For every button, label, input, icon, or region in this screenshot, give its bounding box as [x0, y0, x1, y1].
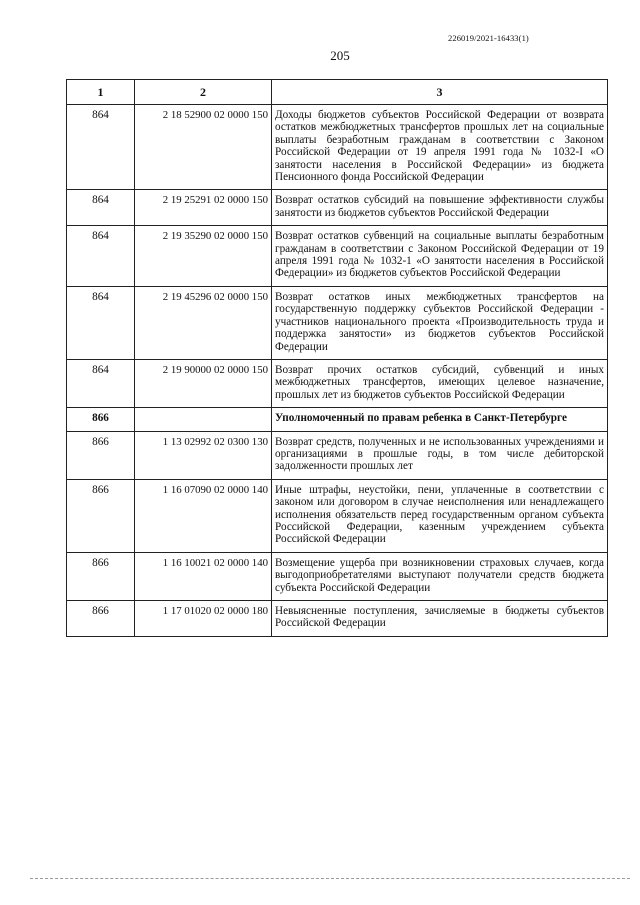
description-cell: Возврат прочих остатков субсидий, субвенций и иных межбюджетных трансфертов, имеющих целевое назначение, прошлых лет из бюджетов субъектов Российской Федерации [272, 359, 608, 407]
column-header-1: 1 [67, 80, 135, 105]
admin-code-cell: 864 [67, 359, 135, 407]
budget-code-cell: 1 16 07090 02 0000 140 [135, 479, 272, 552]
description-cell: Невыясненные поступления, зачисляемые в бюджеты субъектов Российской Федерации [272, 601, 608, 637]
admin-code-cell: 864 [67, 226, 135, 287]
description-cell: Иные штрафы, неустойки, пени, уплаченные в соответствии с законом или договором в случае неисполнения или ненадлежащего исполнения обязательств перед государственным органом субъекта Российской Федерации, казенным учреждением субъекта Российской Федерации [272, 479, 608, 552]
table-row [67, 226, 608, 287]
admin-code-cell: 864 [67, 190, 135, 226]
table-row [67, 286, 608, 359]
section-title-cell: Уполномоченный по правам ребенка в Санкт-Петербурге [272, 408, 608, 431]
admin-code-cell: 866 [67, 408, 135, 431]
table-row [67, 479, 608, 552]
budget-code-cell: 1 16 10021 02 0000 140 [135, 552, 272, 600]
budget-classification-table [66, 79, 608, 637]
description-cell: Возмещение ущерба при возникновении страховых случаев, когда выгодоприобретателями выступают получатели средств бюджета субъекта Российской Федерации [272, 552, 608, 600]
budget-code-cell [135, 408, 272, 431]
table-row [67, 552, 608, 600]
admin-code-cell: 864 [67, 105, 135, 190]
admin-code-cell: 864 [67, 286, 135, 359]
description-cell: Возврат остатков иных межбюджетных трансфертов на государственную поддержку субъектов Российской Федерации - участников национального проекта «Производительность труда и поддержка занятости» из бюджетов субъектов Российской Федерации [272, 286, 608, 359]
description-cell: Доходы бюджетов субъектов Российской Федерации от возврата остатков межбюджетных трансфертов прошлых лет на социальные выплаты безработным гражданам в соответствии с Законом Российской Федерации от 19 апреля 1991 года № 1032-I «О занятости населения в Российской Федерации» из бюджета Пенсионного фонда Российской Федерации [272, 105, 608, 190]
table-row [67, 431, 608, 479]
table-header-row [67, 80, 608, 105]
description-cell: Возврат остатков субсидий на повышение эффективности службы занятости из бюджетов субъектов Российской Федерации [272, 190, 608, 226]
section-header-row [67, 408, 608, 431]
budget-code-cell: 2 18 52900 02 0000 150 [135, 105, 272, 190]
page-bottom-divider [30, 878, 630, 879]
budget-code-cell: 2 19 45296 02 0000 150 [135, 286, 272, 359]
budget-code-cell: 1 17 01020 02 0000 180 [135, 601, 272, 637]
description-cell: Возврат остатков субвенций на социальные выплаты безработным гражданам в соответствии с Законом Российской Федерации от 19 апреля 1991 года № 1032-1 «О занятости населения в Российской Федерации» из бюджетов субъектов Российской Федерации [272, 226, 608, 287]
table-row [67, 190, 608, 226]
document-id: 226019/2021-16433(1) [448, 33, 529, 43]
budget-code-cell: 2 19 25291 02 0000 150 [135, 190, 272, 226]
budget-code-cell: 2 19 90000 02 0000 150 [135, 359, 272, 407]
budget-code-cell: 1 13 02992 02 0300 130 [135, 431, 272, 479]
admin-code-cell: 866 [67, 431, 135, 479]
admin-code-cell: 866 [67, 601, 135, 637]
admin-code-cell: 866 [67, 552, 135, 600]
table-row [67, 105, 608, 190]
page-number: 205 [330, 48, 350, 63]
table-row [67, 601, 608, 637]
column-header-3: 3 [272, 80, 608, 105]
budget-code-cell: 2 19 35290 02 0000 150 [135, 226, 272, 287]
description-cell: Возврат средств, полученных и не использованных учреждениями и организациями в прошлые годы, в том числе дебиторской задолженности прошлых лет [272, 431, 608, 479]
column-header-2: 2 [135, 80, 272, 105]
admin-code-cell: 866 [67, 479, 135, 552]
table-row [67, 359, 608, 407]
